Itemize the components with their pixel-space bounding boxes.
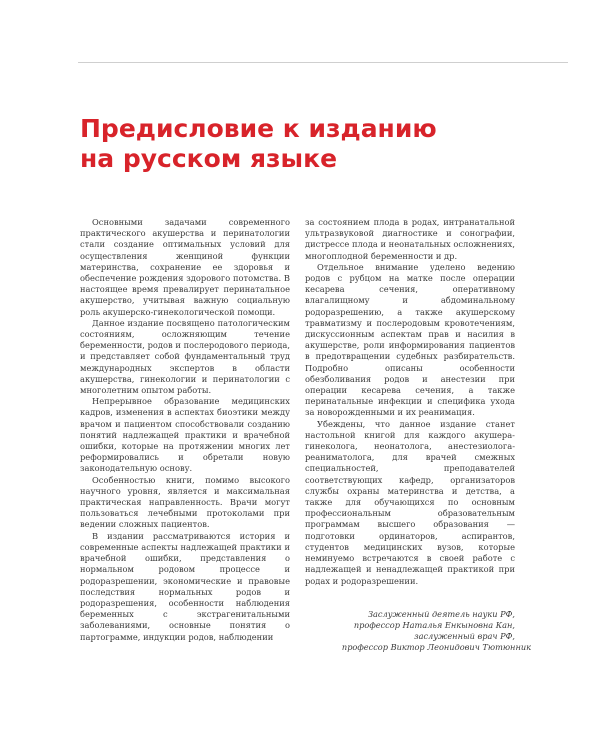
signature-title-2: заслуженный врач РФ, bbox=[414, 631, 515, 642]
paragraph: Основными задачами современного практического акушерства и перинатологии стали создание оптимальных условий для осуществления женщиной функции материнства, сохранение ее здоровья и обеспечение рождения здорового потомства. В настоящее время превалирует перинатальное акушерство, учитывая важную социальную роль акушерско-гинекологической помощи. bbox=[80, 217, 290, 317]
page-title bbox=[80, 114, 540, 174]
paragraph: В издании рассматриваются история и современные аспекты надлежащей практики и врачебной ошибки, представления о нормальном родовом процессе и родоразрешении, экономические и правовые последствия нормальных родов и родоразрешения, особенности наблюдения беременных с экстрагенитальными заболеваниями, основные понятия о партограмме, индукции родов, наблюдении bbox=[80, 530, 290, 642]
signature-name-2: профессор Виктор Леонидович Тютюнник bbox=[341, 642, 531, 653]
right-text-column bbox=[305, 217, 531, 654]
paragraph-continuation: за состоянием плода в родах, интранатальной ультразвуковой диагностике и сонографии, дистрессе плода и неонатальных осложнениях, многоплодной беременности и др. bbox=[305, 217, 515, 261]
title-line-2: на русском языке bbox=[80, 144, 338, 173]
paragraph: Данное издание посвящено патологическим состояниям, осложняющим течение беременности, родов и послеродового периода, и представляет собой фундаментальный труд международных экспертов в области акушерства, гинекологии и перинатологии с многолетним опытом работы. bbox=[80, 317, 290, 396]
paragraph: Убеждены, что данное издание станет настольной книгой для каждого акушера-гинеколога, неонатолога, анестезиолога-реаниматолога, для врачей смежных специальностей, преподавателей соответствующих кафедр, организаторов службы охраны материнства и детства, а также для обучающихся по основным профессиональным образовательным программам высшего образования — подготовки ординаторов, аспирантов, студентов медицинских вузов, которые неминуемо встречаются в своей работе с надлежащей и ненадлежащей практикой при родах и родоразрешении. bbox=[305, 418, 515, 586]
paragraph: Непрерывное образование медицинских кадров, изменения в аспектах биоэтики между врачом и пациентом способствовали созданию понятий надлежащей практики и врачебной ошибки, которые на протяжении многих лет реформировались и обретали новую законодательную основу. bbox=[80, 396, 290, 474]
title-line-1: Предисловие к изданию bbox=[80, 114, 437, 143]
signature-title-1: Заслуженный деятель науки РФ, bbox=[367, 608, 515, 619]
paragraph: Особенностью книги, помимо высокого научного уровня, является и максимальная практическая направленность. Врачи могут пользоваться лечебными протоколами при ведении сложных пациентов. bbox=[80, 474, 290, 530]
left-text-column bbox=[80, 217, 290, 643]
paragraph: Отдельное внимание уделено ведению родов с рубцом на матке после операции кесарева сечения, оперативному влагалищному и абдоминальному родоразрешению, а также акушерскому травматизму и послеродовым кровотечениям, дискуссионным аспектам прав и насилия в акушерстве, роли информирования пациентов в предотвращении судебных разбирательств. Подробно описаны особенности обезболивания родов и анестезии при операции кесарева сечения, а также перинатальные инфекции и специфика ухода за новорожденными и их реанимация. bbox=[305, 261, 515, 418]
header-rule bbox=[78, 62, 568, 63]
signature-block bbox=[305, 608, 531, 654]
signature-name-1: профессор Наталья Енкыновна Кан, bbox=[353, 619, 515, 630]
